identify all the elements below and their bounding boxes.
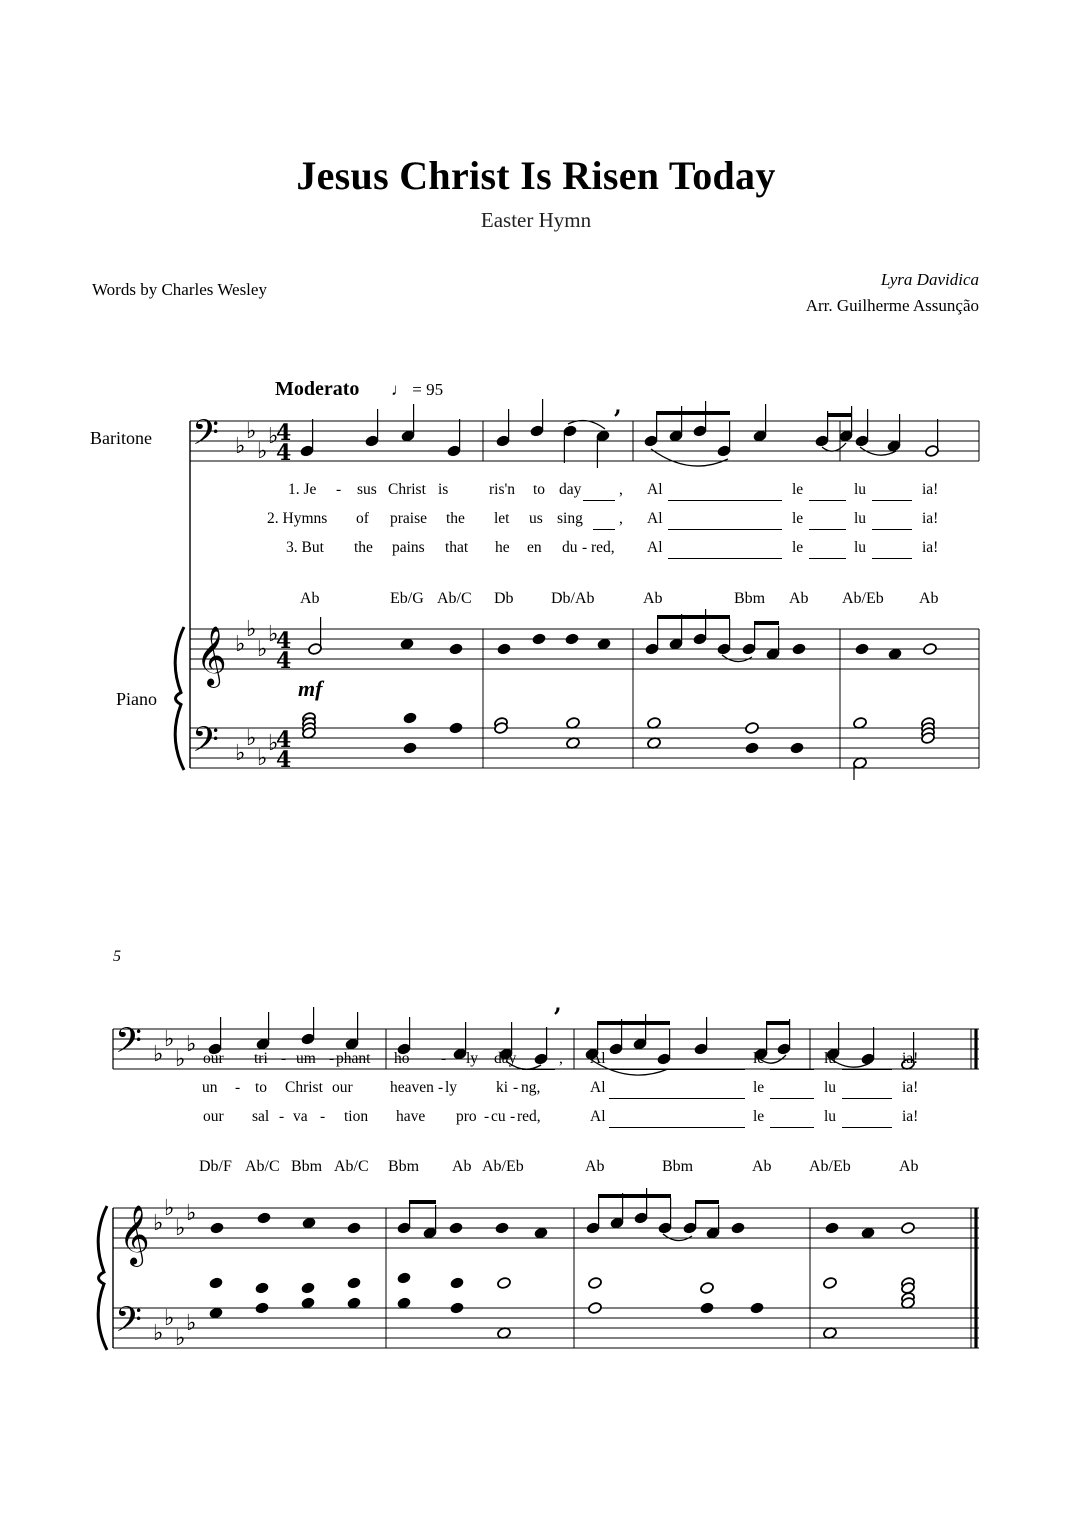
lyric-extender — [770, 1069, 814, 1070]
lyric-syllable: day — [559, 481, 582, 498]
lyric-syllable: pains — [392, 539, 425, 556]
flat-accidental: ♭ — [246, 617, 257, 642]
metronome-mark: ♩ = 95 — [391, 380, 444, 399]
lyric-syllable: red, — [591, 539, 615, 556]
lyric-syllable: 3. But — [286, 539, 324, 556]
quarter-note — [347, 1222, 362, 1235]
half-note — [588, 1302, 603, 1315]
lyric-syllable: 1. Je — [288, 481, 317, 498]
lyric-hyphen: - — [484, 1108, 490, 1125]
lyric-syllable: of — [356, 510, 369, 527]
half-note — [745, 722, 760, 735]
dynamic-marking: mf — [298, 676, 323, 701]
lyric-hyphen: - — [441, 1050, 447, 1067]
lyric-syllable: sing — [557, 510, 583, 527]
half-note — [823, 1277, 838, 1290]
lyric-extender — [609, 1127, 745, 1128]
lyric-syllable: tri — [254, 1050, 268, 1067]
lyric-syllable: Al — [590, 1050, 606, 1067]
lyric-syllable: , — [619, 481, 623, 498]
lyric-extender — [872, 529, 912, 530]
time-signature-bottom: 4 — [276, 648, 292, 674]
lyric-extender — [668, 529, 782, 530]
treble-clef: 𝄞 — [119, 1205, 150, 1265]
lyric-syllable: ia! — [902, 1079, 919, 1096]
treble-clef: 𝄞 — [196, 626, 227, 686]
chord-symbol: Ab/C — [245, 1158, 280, 1175]
chord-symbol: Bbm — [734, 590, 766, 607]
slur — [651, 449, 728, 466]
lyric-syllable: sal — [252, 1108, 270, 1125]
lyric-extender — [809, 558, 846, 559]
lyric-syllable: tion — [344, 1108, 369, 1125]
lyric-syllable: heaven — [390, 1079, 434, 1096]
lyric-syllable: ho — [394, 1050, 410, 1067]
quarter-note — [209, 1277, 224, 1290]
lyric-extender — [583, 500, 615, 501]
lyric-syllable: le — [753, 1108, 765, 1125]
lyric-syllable: ia! — [922, 510, 939, 527]
quarter-note — [449, 643, 464, 656]
lyric-syllable: lu — [854, 510, 867, 527]
lyric-syllable: un — [202, 1079, 218, 1096]
lyric-hyphen: - — [329, 1050, 335, 1067]
quarter-note — [532, 633, 547, 646]
lyric-syllable: have — [396, 1108, 426, 1125]
lyric-syllable: praise — [390, 510, 428, 527]
lyric-syllable: to — [255, 1079, 268, 1096]
lyric-extender — [770, 1127, 814, 1128]
lyric-syllable: , — [559, 1050, 563, 1067]
flat-accidental: ♭ — [257, 439, 268, 464]
time-signature-top: 4 — [276, 727, 292, 753]
flat-accidental: ♭ — [164, 1196, 175, 1221]
flat-accidental: ♭ — [246, 726, 257, 751]
lyric-syllable: he — [495, 539, 510, 556]
lyric-syllable: us — [529, 510, 543, 527]
chord-symbol: Ab — [452, 1158, 472, 1175]
lyric-syllable: lu — [854, 539, 867, 556]
quarter-note — [257, 1212, 272, 1225]
arranger-credit: Arr. Guilherme Assunção — [805, 296, 979, 315]
lyric-syllable: pro — [456, 1108, 477, 1125]
quarter-note — [731, 1222, 746, 1235]
chord-symbol: Db — [494, 590, 514, 607]
lyric-extender — [809, 500, 846, 501]
half-note — [497, 1277, 512, 1290]
composer-credit: Lyra Davidica — [880, 270, 979, 289]
quarter-note — [450, 1277, 465, 1290]
quarter-note — [403, 742, 418, 755]
lyric-hyphen: - — [336, 481, 342, 498]
flat-accidental: ♭ — [186, 1311, 197, 1336]
lyric-syllable: le — [753, 1079, 765, 1096]
lyric-syllable: lu — [824, 1050, 837, 1067]
flat-accidental: ♭ — [153, 1042, 164, 1067]
lyric-syllable: our — [203, 1108, 224, 1125]
chord-symbol: Ab/Eb — [482, 1158, 524, 1175]
lyric-syllable: ia! — [902, 1050, 919, 1067]
quarter-note — [255, 1302, 270, 1315]
flat-accidental: ♭ — [235, 741, 246, 766]
lyric-syllable: le — [792, 539, 804, 556]
lyric-syllable: lu — [824, 1108, 837, 1125]
lyric-syllable: um — [296, 1050, 316, 1067]
quarter-note — [397, 1272, 412, 1285]
lyric-syllable: our — [203, 1050, 224, 1067]
chord-symbol: Bbm — [662, 1158, 694, 1175]
quarter-note — [210, 1222, 225, 1235]
lyric-extender — [842, 1127, 892, 1128]
quarter-note — [495, 1222, 510, 1235]
lyric-hyphen: - — [510, 1108, 516, 1125]
tempo-marking: Moderato — [275, 378, 360, 400]
lyric-extender — [593, 529, 615, 530]
flat-accidental: ♭ — [235, 632, 246, 657]
quarter-note — [565, 633, 580, 646]
chord-symbol: Db/Ab — [551, 590, 595, 607]
lyric-extender — [809, 529, 846, 530]
quarter-note — [347, 1277, 362, 1290]
lyric-hyphen: - — [320, 1108, 326, 1125]
chord-symbol: Ab — [899, 1158, 919, 1175]
lyric-syllable: phant — [336, 1050, 371, 1067]
quarter-note — [750, 1302, 765, 1315]
lyric-extender — [609, 1069, 745, 1070]
lyric-syllable: Al — [647, 481, 663, 498]
lyric-syllable: en — [527, 539, 542, 556]
bass-clef: 𝄢 — [115, 1020, 143, 1069]
lyric-syllable: day — [494, 1050, 517, 1067]
lyric-syllable: 2. Hymns — [267, 510, 328, 527]
quarter-note — [449, 722, 464, 735]
lyric-hyphen: - — [438, 1079, 444, 1096]
half-note — [901, 1222, 916, 1235]
quarter-note — [792, 643, 807, 656]
lyric-syllable: sus — [357, 481, 377, 498]
lyric-hyphen: - — [582, 539, 588, 556]
piano-brace-2 — [98, 1206, 107, 1350]
chord-symbol: Ab — [919, 590, 939, 607]
lyric-syllable: to — [533, 481, 546, 498]
time-signature-bottom: 4 — [276, 747, 292, 773]
lyric-hyphen: - — [235, 1079, 241, 1096]
lyric-syllable: lu — [824, 1079, 837, 1096]
lyric-syllable: le — [792, 481, 804, 498]
quarter-note — [855, 643, 870, 656]
measure-number: 5 — [113, 948, 121, 965]
lyric-syllable: the — [354, 539, 373, 556]
instrument-label-baritone: Baritone — [90, 428, 152, 448]
chord-symbol: Ab — [643, 590, 663, 607]
chord-symbol: Bbm — [291, 1158, 323, 1175]
lyric-syllable: le — [753, 1050, 765, 1067]
flat-accidental: ♭ — [186, 1032, 197, 1057]
chord-symbol: Ab/Eb — [809, 1158, 851, 1175]
flat-accidental: ♭ — [268, 731, 279, 756]
lyric-syllable: , — [619, 510, 623, 527]
score-subtitle: Easter Hymn — [480, 208, 592, 232]
chord-symbol: Bbm — [388, 1158, 420, 1175]
flat-accidental: ♭ — [257, 746, 268, 771]
lyric-syllable: ia! — [922, 481, 939, 498]
lyric-syllable: is — [438, 481, 449, 498]
flat-accidental: ♭ — [186, 1201, 197, 1226]
lyric-syllable: ia! — [902, 1108, 919, 1125]
lyric-syllable: red, — [517, 1108, 541, 1125]
chord-symbol: Ab/C — [334, 1158, 369, 1175]
quarter-note — [825, 1222, 840, 1235]
chord-symbol: Ab — [300, 590, 320, 607]
lyric-syllable: le — [792, 510, 804, 527]
flat-accidental: ♭ — [268, 622, 279, 647]
lyric-syllable: cu — [491, 1108, 506, 1125]
lyricist-credit: Words by Charles Wesley — [92, 280, 267, 299]
bass-clef: 𝄢 — [192, 412, 220, 461]
lyric-hyphen: - — [279, 1108, 285, 1125]
flat-accidental: ♭ — [175, 1216, 186, 1241]
quarter-note — [497, 643, 512, 656]
flat-accidental: ♭ — [153, 1211, 164, 1236]
lyric-syllable: ia! — [922, 539, 939, 556]
lyric-extender — [872, 558, 912, 559]
lyric-hyphen: - — [281, 1050, 287, 1067]
lyric-syllable: our — [332, 1079, 353, 1096]
breath-mark: , — [614, 393, 622, 419]
time-signature-top: 4 — [276, 420, 292, 446]
lyric-syllable: ly — [445, 1079, 458, 1096]
lyric-syllable: ki — [496, 1079, 509, 1096]
lyric-syllable: the — [446, 510, 465, 527]
lyric-syllable: Al — [647, 510, 663, 527]
bass-clef: 𝄢 — [115, 1299, 143, 1348]
half-note — [700, 1282, 715, 1295]
lyric-syllable: Christ — [285, 1079, 323, 1096]
lyric-extender — [668, 500, 782, 501]
lyric-syllable: Al — [590, 1108, 606, 1125]
lyric-syllable: Christ — [388, 481, 426, 498]
lyric-syllable: let — [494, 510, 510, 527]
time-signature-bottom: 4 — [276, 440, 292, 466]
lyric-extender — [668, 558, 782, 559]
lyric-extender — [872, 500, 912, 501]
flat-accidental: ♭ — [175, 1047, 186, 1072]
lyric-extender — [609, 1098, 745, 1099]
quarter-note — [790, 742, 805, 755]
lyric-syllable: Al — [590, 1079, 606, 1096]
lyric-extender — [522, 1069, 555, 1070]
flat-accidental: ♭ — [257, 637, 268, 662]
quarter-note — [403, 712, 418, 725]
flat-accidental: ♭ — [175, 1326, 186, 1351]
lyric-syllable: ris'n — [489, 481, 516, 498]
flat-accidental: ♭ — [268, 424, 279, 449]
chord-symbol: Ab/C — [437, 590, 472, 607]
instrument-label-piano: Piano — [116, 689, 158, 709]
lyric-extender — [842, 1098, 892, 1099]
lyric-syllable: va — [293, 1108, 308, 1125]
lyric-extender — [842, 1069, 892, 1070]
lyric-syllable: du — [562, 539, 578, 556]
breath-mark-2: , — [554, 991, 562, 1017]
lyric-syllable: Al — [647, 539, 663, 556]
chord-symbol: Eb/G — [390, 590, 424, 607]
score-title: Jesus Christ Is Risen Today — [296, 153, 776, 198]
half-note — [923, 643, 938, 656]
lyric-extender — [770, 1098, 814, 1099]
chord-symbol: Ab — [752, 1158, 772, 1175]
lyric-syllable: ly — [466, 1050, 479, 1067]
flat-accidental: ♭ — [164, 1306, 175, 1331]
quarter-note — [700, 1302, 715, 1315]
chord-symbol: Ab — [789, 590, 809, 607]
slur — [663, 1234, 692, 1241]
chord-symbol: Db/F — [199, 1158, 232, 1175]
lyric-syllable: - — [513, 1079, 519, 1096]
quarter-note — [449, 1222, 464, 1235]
flat-accidental: ♭ — [153, 1321, 164, 1346]
flat-accidental: ♭ — [235, 434, 246, 459]
flat-accidental: ♭ — [246, 419, 257, 444]
bass-clef: 𝄢 — [192, 719, 220, 768]
lyric-syllable: lu — [854, 481, 867, 498]
quarter-note — [450, 1302, 465, 1315]
half-note — [588, 1277, 603, 1290]
slur — [722, 655, 752, 662]
lyric-syllable: ng, — [521, 1079, 541, 1096]
lyric-syllable: that — [445, 539, 469, 556]
time-signature-top: 4 — [276, 628, 292, 654]
piano-brace — [175, 627, 184, 770]
flat-accidental: ♭ — [164, 1027, 175, 1052]
chord-symbol: Ab/Eb — [842, 590, 884, 607]
chord-symbol: Ab — [585, 1158, 605, 1175]
quarter-note — [745, 742, 760, 755]
